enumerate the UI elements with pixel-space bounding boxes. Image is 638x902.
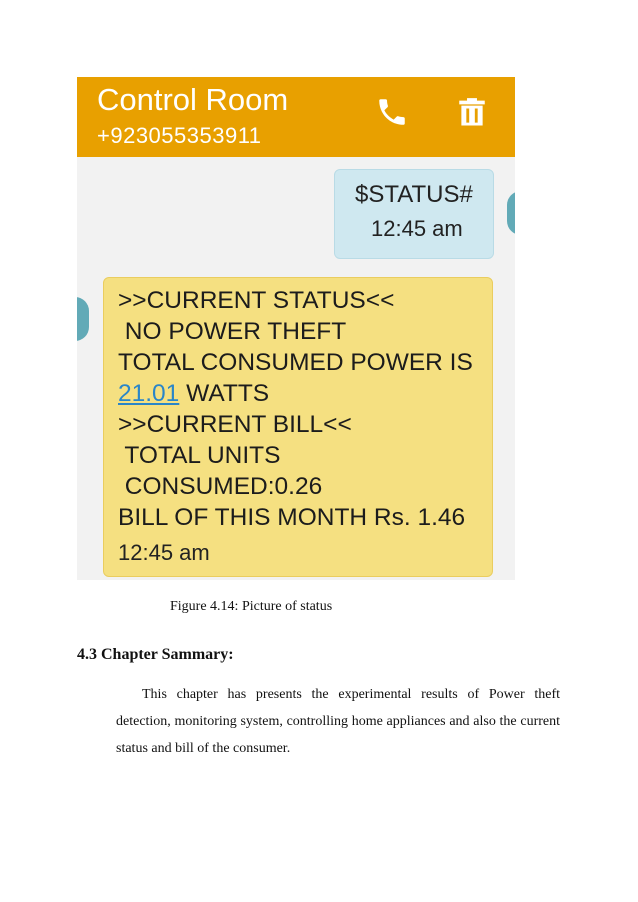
message-line: >>CURRENT STATUS<<	[118, 287, 395, 314]
section-heading: 4.3 Chapter Sammary:	[77, 646, 234, 663]
incoming-message-bubble	[103, 277, 493, 577]
message-line: BILL OF THIS MONTH Rs. 1.46	[118, 504, 466, 531]
incoming-message-time: 12:45 am	[118, 540, 210, 565]
outgoing-message-bubble	[334, 169, 494, 259]
message-line-power	[118, 379, 269, 409]
power-unit: WATTS	[179, 380, 270, 407]
power-value-link[interactable]: 21.01	[118, 380, 180, 407]
message-line: >>CURRENT BILL<<	[118, 411, 352, 438]
outgoing-message-time: 12:45 am	[371, 216, 463, 241]
message-line: TOTAL UNITS	[118, 442, 281, 469]
contact-number: +923055353911	[97, 123, 262, 148]
section-paragraph: This chapter has presents the experimental results of Power theft detection, monitoring system, controlling home appliances and also the current status and bill of the consumer.	[116, 687, 560, 756]
message-line: TOTAL CONSUMED POWER IS	[118, 349, 473, 376]
outgoing-message-text: $STATUS#	[355, 181, 473, 208]
phone-icon[interactable]	[375, 95, 409, 129]
contact-name: Control Room	[97, 82, 289, 117]
message-line: NO POWER THEFT	[118, 318, 347, 345]
figure-caption: Figure 4.14: Picture of status	[170, 599, 333, 614]
trash-icon[interactable]	[455, 95, 489, 129]
app-bar	[77, 77, 515, 157]
sms-screenshot	[77, 77, 515, 580]
sender-avatar	[77, 297, 89, 341]
message-line: CONSUMED:0.26	[118, 473, 323, 500]
contact-avatar	[507, 191, 515, 235]
